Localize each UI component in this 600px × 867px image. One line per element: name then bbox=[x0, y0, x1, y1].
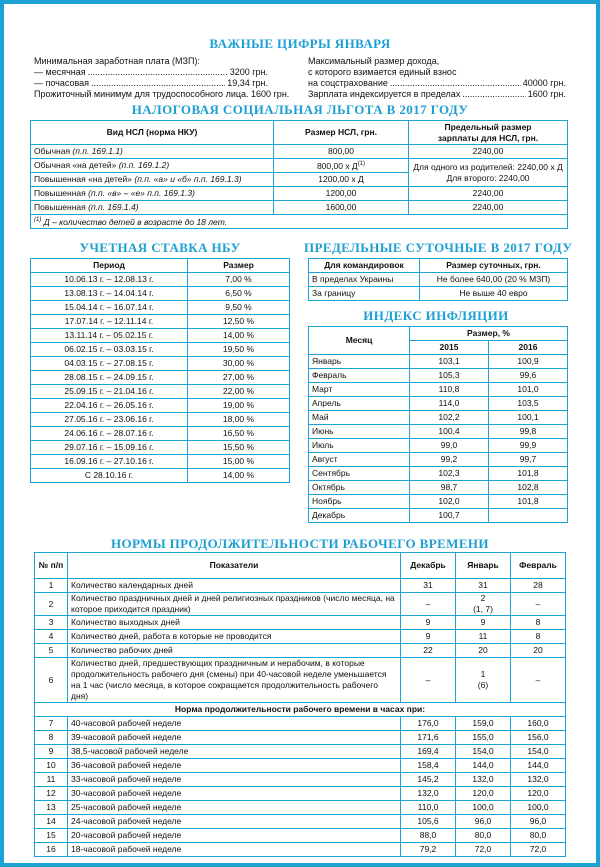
nbu-period-cell: 04.03.15 г. – 27.08.15 г. bbox=[31, 357, 188, 371]
table-row bbox=[309, 439, 568, 453]
work-indicator-cell: 36-часовой рабочей неделе bbox=[68, 759, 401, 773]
work-indicator-cell: 38,5-часовой рабочей неделе bbox=[68, 745, 401, 759]
table-row bbox=[31, 201, 568, 215]
inflation-2015-cell: 103,1 bbox=[410, 355, 489, 369]
inflation-month-cell: Май bbox=[309, 411, 410, 425]
nbu-period-cell: С 28.10.16 г. bbox=[31, 469, 188, 483]
max-income-line1: Максимальный размер дохода, bbox=[308, 56, 440, 66]
table-row bbox=[35, 745, 566, 759]
work-dec-cell: 79,2 bbox=[401, 843, 456, 857]
work-indicator-cell: 18-часовой рабочей неделе bbox=[68, 843, 401, 857]
mzp-monthly-value: 3200 грн. bbox=[229, 67, 268, 77]
nbu-rate-cell: 6,50 % bbox=[188, 287, 290, 301]
work-dec-cell: – bbox=[401, 593, 456, 616]
table-row bbox=[31, 315, 290, 329]
table-row bbox=[31, 187, 568, 201]
table-row bbox=[31, 159, 568, 173]
table-row bbox=[309, 411, 568, 425]
work-jan-cell: 1 (6) bbox=[456, 658, 511, 703]
table-row bbox=[309, 495, 568, 509]
table-row bbox=[35, 815, 566, 829]
table-row bbox=[309, 467, 568, 481]
work-time-table bbox=[34, 552, 566, 857]
mzp-monthly-label: — месячная bbox=[34, 67, 86, 77]
work-feb-cell: 8 bbox=[511, 616, 566, 630]
table-row bbox=[35, 731, 566, 745]
work-number-cell: 14 bbox=[35, 815, 68, 829]
work-jan-cell: 154,0 bbox=[456, 745, 511, 759]
inflation-2016-cell bbox=[489, 509, 568, 523]
inflation-month-cell: Июнь bbox=[309, 425, 410, 439]
nbu-rate-cell: 15,50 % bbox=[188, 441, 290, 455]
inflation-2015-cell: 98,7 bbox=[410, 481, 489, 495]
inflation-header-year-2015: 2015 bbox=[410, 341, 489, 355]
mzp-hourly-value: 19,34 грн. bbox=[227, 78, 268, 88]
work-feb-cell: 20 bbox=[511, 644, 566, 658]
nbu-period-cell: 22.04.16 г. – 26.05.16 г. bbox=[31, 399, 188, 413]
nsl-amount-cell: 800,00 bbox=[274, 145, 409, 159]
work-jan-cell: 80,0 bbox=[456, 829, 511, 843]
work-jan-cell: 159,0 bbox=[456, 717, 511, 731]
work-time-title: НОРМЫ ПРОДОЛЖИТЕЛЬНОСТИ РАБОЧЕГО ВРЕМЕНИ bbox=[111, 536, 489, 551]
nsl-kind-cell: Обычная (п.п. 169.1.1) bbox=[31, 145, 274, 159]
table-row bbox=[309, 453, 568, 467]
nsl-kind-cell: Повышенная «на детей» (п.п. «а» и «б» п.п. 169.1.3) bbox=[31, 173, 274, 187]
table-row bbox=[31, 343, 290, 357]
nbu-rate-cell: 9,50 % bbox=[188, 301, 290, 315]
work-dec-cell: 171,6 bbox=[401, 731, 456, 745]
nbu-rate-cell: 19,50 % bbox=[188, 343, 290, 357]
per-diem-purpose-cell: За границу bbox=[309, 287, 420, 301]
nbu-rate-cell: 19,00 % bbox=[188, 399, 290, 413]
inflation-2015-cell: 102,3 bbox=[410, 467, 489, 481]
work-feb-cell: – bbox=[511, 658, 566, 703]
table-row bbox=[309, 425, 568, 439]
table-row bbox=[35, 616, 566, 630]
inflation-header-year-2016: 2016 bbox=[489, 341, 568, 355]
work-dec-cell: 169,4 bbox=[401, 745, 456, 759]
table-row bbox=[31, 287, 290, 301]
work-dec-cell: 105,6 bbox=[401, 815, 456, 829]
work-indicator-cell: 25-часовой рабочей неделе bbox=[68, 801, 401, 815]
work-dec-cell: 145,2 bbox=[401, 773, 456, 787]
inflation-2016-cell: 101,8 bbox=[489, 467, 568, 481]
nsl-header-limit: Предельный размер зарплаты для НСЛ, грн. bbox=[409, 121, 568, 145]
inflation-header-size: Размер, % bbox=[410, 327, 568, 341]
per-diem-table-body bbox=[309, 273, 568, 301]
work-header-december: Декабрь bbox=[401, 553, 456, 579]
table-row bbox=[35, 658, 566, 703]
nbu-rate-cell: 22,00 % bbox=[188, 385, 290, 399]
inflation-title: ИНДЕКС ИНФЛЯЦИИ bbox=[363, 308, 509, 323]
nbu-period-cell: 15.04.14 г. – 16.07.14 г. bbox=[31, 301, 188, 315]
nsl-amount-cell: 1200,00 bbox=[274, 187, 409, 201]
work-indicator-cell: Количество дней, работа в которые не проводится bbox=[68, 630, 401, 644]
nsl-kind-cell: Повышенная (п.п. «в» – «е» п.п. 169.1.3) bbox=[31, 187, 274, 201]
inflation-month-cell: Сентябрь bbox=[309, 467, 410, 481]
work-feb-cell: 156,0 bbox=[511, 731, 566, 745]
nbu-header-period: Период bbox=[31, 259, 188, 273]
work-number-cell: 5 bbox=[35, 644, 68, 658]
nsl-limit-cell: 2240,00 bbox=[409, 187, 568, 201]
work-jan-cell: 20 bbox=[456, 644, 511, 658]
table-row bbox=[31, 385, 290, 399]
work-number-cell: 2 bbox=[35, 593, 68, 616]
nbu-period-cell: 13.11.14 г. – 05.02.15 г. bbox=[31, 329, 188, 343]
nsl-kind-cell: Повышенная (п.п. 169.1.4) bbox=[31, 201, 274, 215]
work-feb-cell: 160,0 bbox=[511, 717, 566, 731]
per-diem-purpose-cell: В пределах Украины bbox=[309, 273, 420, 287]
table-row bbox=[31, 427, 290, 441]
inflation-2016-cell: 99,8 bbox=[489, 425, 568, 439]
work-jan-cell: 11 bbox=[456, 630, 511, 644]
nbu-rate-cell: 30,00 % bbox=[188, 357, 290, 371]
table-row bbox=[309, 383, 568, 397]
inflation-table-body bbox=[309, 355, 568, 523]
inflation-2015-cell: 100,7 bbox=[410, 509, 489, 523]
per-diem-header-size: Размер суточных, грн. bbox=[420, 259, 568, 273]
work-indicator-cell: Количество праздничных дней и дней религиозных праздников (число месяца, на которое приходится праздник) bbox=[68, 593, 401, 616]
nbu-period-cell: 17.07.14 г. – 12.11.14 г. bbox=[31, 315, 188, 329]
work-dec-cell: 132,0 bbox=[401, 787, 456, 801]
norm-header-row bbox=[35, 703, 566, 717]
nbu-rate-cell: 18,00 % bbox=[188, 413, 290, 427]
work-feb-cell: – bbox=[511, 593, 566, 616]
work-feb-cell: 72,0 bbox=[511, 843, 566, 857]
work-indicator-cell: Количество дней, предшествующих праздничным и нерабочим, в которые продолжительность рабочего дня (смены) при 40-часовой неделе уменьшается на 1 час (число месяца, в которое сокращается продолжительность рабочего дня) bbox=[68, 658, 401, 703]
table-row bbox=[35, 593, 566, 616]
nsl-title: НАЛОГОВАЯ СОЦИАЛЬНАЯ ЛЬГОТА В 2017 ГОДУ bbox=[131, 102, 469, 117]
work-jan-cell: 155,0 bbox=[456, 731, 511, 745]
inflation-2015-cell: 102,2 bbox=[410, 411, 489, 425]
inflation-month-cell: Август bbox=[309, 453, 410, 467]
inflation-table bbox=[308, 326, 568, 523]
nbu-period-cell: 28.08.15 г. – 24.09.15 г. bbox=[31, 371, 188, 385]
table-row bbox=[35, 630, 566, 644]
inflation-month-cell: Декабрь bbox=[309, 509, 410, 523]
table-row bbox=[31, 455, 290, 469]
work-dec-cell: 110,0 bbox=[401, 801, 456, 815]
work-indicator-cell: Количество выходных дней bbox=[68, 616, 401, 630]
per-diem-header-purpose: Для командировок bbox=[309, 259, 420, 273]
nsl-limit-cell: 2240,00 bbox=[409, 145, 568, 159]
work-header-number: № п/п bbox=[35, 553, 68, 579]
nsl-header-kind: Вид НСЛ (норма НКУ) bbox=[31, 121, 274, 145]
work-header-indicator: Показатели bbox=[68, 553, 401, 579]
work-jan-cell: 9 bbox=[456, 616, 511, 630]
work-number-cell: 6 bbox=[35, 658, 68, 703]
work-jan-cell: 120,0 bbox=[456, 787, 511, 801]
nbu-period-cell: 24.06.16 г. – 28.07.16 г. bbox=[31, 427, 188, 441]
inflation-month-cell: Январь bbox=[309, 355, 410, 369]
inflation-2015-cell: 99,2 bbox=[410, 453, 489, 467]
inflation-2015-cell: 105,3 bbox=[410, 369, 489, 383]
nsl-amount-cell: 1200,00 х Д bbox=[274, 173, 409, 187]
mzp-hourly-label: — почасовая bbox=[34, 78, 90, 88]
nsl-amount-cell: 1600,00 bbox=[274, 201, 409, 215]
inflation-2016-cell: 101,8 bbox=[489, 495, 568, 509]
per-diem-size-cell: Не выше 40 евро bbox=[420, 287, 568, 301]
work-number-cell: 7 bbox=[35, 717, 68, 731]
work-number-cell: 9 bbox=[35, 745, 68, 759]
work-feb-cell: 28 bbox=[511, 579, 566, 593]
work-jan-cell: 96,0 bbox=[456, 815, 511, 829]
inflation-2016-cell: 99,9 bbox=[489, 439, 568, 453]
nbu-table bbox=[30, 258, 290, 483]
work-feb-cell: 154,0 bbox=[511, 745, 566, 759]
table-row bbox=[31, 399, 290, 413]
nbu-rate-cell: 14,00 % bbox=[188, 329, 290, 343]
work-header-february: Февраль bbox=[511, 553, 566, 579]
inflation-2016-cell: 100,1 bbox=[489, 411, 568, 425]
work-number-cell: 4 bbox=[35, 630, 68, 644]
inflation-2016-cell: 103,5 bbox=[489, 397, 568, 411]
work-header-january: Январь bbox=[456, 553, 511, 579]
table-row bbox=[31, 145, 568, 159]
max-income-line2: с которого взимается единый взнос bbox=[308, 67, 457, 77]
work-number-cell: 15 bbox=[35, 829, 68, 843]
inflation-2016-cell: 101,0 bbox=[489, 383, 568, 397]
work-number-cell: 10 bbox=[35, 759, 68, 773]
work-number-cell: 8 bbox=[35, 731, 68, 745]
nbu-table-body bbox=[31, 273, 290, 483]
work-jan-cell: 31 bbox=[456, 579, 511, 593]
work-feb-cell: 96,0 bbox=[511, 815, 566, 829]
indexation-label: Зарплата индексируется в пределах bbox=[308, 89, 461, 99]
per-diem-size-cell: Не более 640,00 (20 % МЗП) bbox=[420, 273, 568, 287]
work-number-cell: 16 bbox=[35, 843, 68, 857]
work-dec-cell: 9 bbox=[401, 616, 456, 630]
nbu-rate-cell: 7,00 % bbox=[188, 273, 290, 287]
table-row bbox=[31, 357, 290, 371]
table-row bbox=[31, 273, 290, 287]
mzp-monthly-row bbox=[34, 67, 268, 78]
nbu-period-cell: 29.07.16 г. – 15.09.16 г. bbox=[31, 441, 188, 455]
work-indicator-cell: 30-часовой рабочей неделе bbox=[68, 787, 401, 801]
work-jan-cell: 132,0 bbox=[456, 773, 511, 787]
nbu-period-cell: 27.05.16 г. – 23.06.16 г. bbox=[31, 413, 188, 427]
table-row bbox=[35, 717, 566, 731]
work-feb-cell: 120,0 bbox=[511, 787, 566, 801]
nsl-limit-cell: 2240,00 bbox=[409, 201, 568, 215]
nsl-header-amount: Размер НСЛ, грн. bbox=[274, 121, 409, 145]
table-row bbox=[35, 773, 566, 787]
nbu-rate-cell: 14,00 % bbox=[188, 469, 290, 483]
inflation-2015-cell: 110,8 bbox=[410, 383, 489, 397]
work-indicator-cell: 33-часовой рабочей неделе bbox=[68, 773, 401, 787]
inflation-month-cell: Февраль bbox=[309, 369, 410, 383]
table-row bbox=[35, 801, 566, 815]
table-row bbox=[309, 481, 568, 495]
table-row bbox=[309, 397, 568, 411]
work-feb-cell: 80,0 bbox=[511, 829, 566, 843]
work-feb-cell: 100,0 bbox=[511, 801, 566, 815]
inflation-2015-cell: 99,0 bbox=[410, 439, 489, 453]
work-number-cell: 3 bbox=[35, 616, 68, 630]
work-number-cell: 1 bbox=[35, 579, 68, 593]
table-row bbox=[31, 413, 290, 427]
work-feb-cell: 144,0 bbox=[511, 759, 566, 773]
nbu-period-cell: 10.06.13 г. – 12.08.13 г. bbox=[31, 273, 188, 287]
table-row bbox=[31, 301, 290, 315]
inflation-month-cell: Ноябрь bbox=[309, 495, 410, 509]
work-jan-cell: 100,0 bbox=[456, 801, 511, 815]
nsl-footnote: $^{(1)}$ Д – количество детей в возрасте до 18 лет. bbox=[31, 215, 568, 229]
nsl-merged-limit-cell: Для одного из родителей: 2240,00 х Д Для второго: 2240,00 bbox=[409, 159, 568, 187]
table-row bbox=[31, 329, 290, 343]
inflation-month-cell: Апрель bbox=[309, 397, 410, 411]
table-row bbox=[35, 787, 566, 801]
nbu-period-cell: 25.09.15 г. – 21.04.16 г. bbox=[31, 385, 188, 399]
nbu-title: УЧЕТНАЯ СТАВКА НБУ bbox=[79, 240, 241, 255]
inflation-month-cell: Октябрь bbox=[309, 481, 410, 495]
max-income-label: на соцстрахование bbox=[308, 78, 388, 88]
table-row bbox=[35, 579, 566, 593]
mzp-hourly-row bbox=[34, 78, 268, 89]
table-row bbox=[35, 843, 566, 857]
table-row bbox=[309, 287, 568, 301]
max-income-value: 40000 грн. bbox=[522, 78, 566, 88]
work-indicator-cell: Количество рабочих дней bbox=[68, 644, 401, 658]
nbu-rate-cell: 27,00 % bbox=[188, 371, 290, 385]
work-number-cell: 13 bbox=[35, 801, 68, 815]
table-row bbox=[35, 759, 566, 773]
work-dec-cell: 31 bbox=[401, 579, 456, 593]
work-time-table-body bbox=[35, 579, 566, 857]
mzp-block bbox=[34, 56, 290, 100]
table-row bbox=[31, 441, 290, 455]
work-indicator-cell: 24-часовой рабочей неделе bbox=[68, 815, 401, 829]
work-dec-cell: 9 bbox=[401, 630, 456, 644]
work-feb-cell: 8 bbox=[511, 630, 566, 644]
inflation-2015-cell: 102,0 bbox=[410, 495, 489, 509]
max-income-block bbox=[308, 56, 566, 100]
table-row bbox=[31, 371, 290, 385]
work-feb-cell: 132,0 bbox=[511, 773, 566, 787]
inflation-month-cell: Июль bbox=[309, 439, 410, 453]
nsl-footnote-row bbox=[31, 215, 568, 229]
inflation-2015-cell: 114,0 bbox=[410, 397, 489, 411]
nbu-period-cell: 06.02.15 г. – 03.03.15 г. bbox=[31, 343, 188, 357]
table-row bbox=[35, 644, 566, 658]
work-indicator-cell: 20-часовой рабочей неделе bbox=[68, 829, 401, 843]
per-diem-title: ПРЕДЕЛЬНЫЕ СУТОЧНЫЕ В 2017 ГОДУ bbox=[304, 240, 573, 255]
work-number-cell: 12 bbox=[35, 787, 68, 801]
nbu-period-cell: 13.08.13 г. – 14.04.14 г. bbox=[31, 287, 188, 301]
inflation-2016-cell: 99,6 bbox=[489, 369, 568, 383]
table-row bbox=[31, 469, 290, 483]
table-row bbox=[309, 369, 568, 383]
indexation-value: 1600 грн. bbox=[527, 89, 566, 99]
inflation-2016-cell: 99,7 bbox=[489, 453, 568, 467]
nbu-period-cell: 16.09.16 г. – 27.10.16 г. bbox=[31, 455, 188, 469]
inflation-2016-cell: 100,9 bbox=[489, 355, 568, 369]
work-indicator-cell: 40-часовой рабочей неделе bbox=[68, 717, 401, 731]
work-dec-cell: 22 bbox=[401, 644, 456, 658]
work-number-cell: 11 bbox=[35, 773, 68, 787]
key-figures-title: ВАЖНЫЕ ЦИФРЫ ЯНВАРЯ bbox=[209, 36, 391, 51]
subsistence-minimum: Прожиточный минимум для трудоспособного лица. 1600 грн. bbox=[34, 89, 290, 99]
nsl-kind-cell: Обычная «на детей» (п.п. 169.1.2) bbox=[31, 159, 274, 173]
work-jan-cell: 144,0 bbox=[456, 759, 511, 773]
table-row bbox=[309, 509, 568, 523]
per-diem-table bbox=[308, 258, 568, 301]
work-indicator-cell: 39-часовой рабочей неделе bbox=[68, 731, 401, 745]
nsl-table bbox=[30, 120, 568, 229]
work-indicator-cell: Количество календарных дней bbox=[68, 579, 401, 593]
nbu-header-rate: Размер bbox=[188, 259, 290, 273]
work-jan-cell: 72,0 bbox=[456, 843, 511, 857]
nbu-rate-cell: 16,50 % bbox=[188, 427, 290, 441]
work-dec-cell: 176,0 bbox=[401, 717, 456, 731]
nsl-amount-cell: 800,00 х $Д^{(1)}$ bbox=[274, 159, 409, 173]
inflation-header-month: Месяц bbox=[309, 327, 410, 355]
table-row bbox=[309, 273, 568, 287]
inflation-2015-cell: 100,4 bbox=[410, 425, 489, 439]
max-income-row bbox=[308, 78, 566, 89]
work-dec-cell: – bbox=[401, 658, 456, 703]
table-row bbox=[35, 829, 566, 843]
work-dec-cell: 158,4 bbox=[401, 759, 456, 773]
work-dec-cell: 88,0 bbox=[401, 829, 456, 843]
nbu-rate-cell: 12,50 % bbox=[188, 315, 290, 329]
norm-header: Норма продолжительности рабочего времени в часах при: bbox=[35, 703, 566, 717]
inflation-2016-cell: 102,8 bbox=[489, 481, 568, 495]
nbu-rate-cell: 15,00 % bbox=[188, 455, 290, 469]
table-row bbox=[309, 355, 568, 369]
work-jan-cell: 2 (1, 7) bbox=[456, 593, 511, 616]
indexation-row bbox=[308, 89, 566, 100]
inflation-month-cell: Март bbox=[309, 383, 410, 397]
mzp-label: Минимальная заработная плата (МЗП): bbox=[34, 56, 200, 66]
